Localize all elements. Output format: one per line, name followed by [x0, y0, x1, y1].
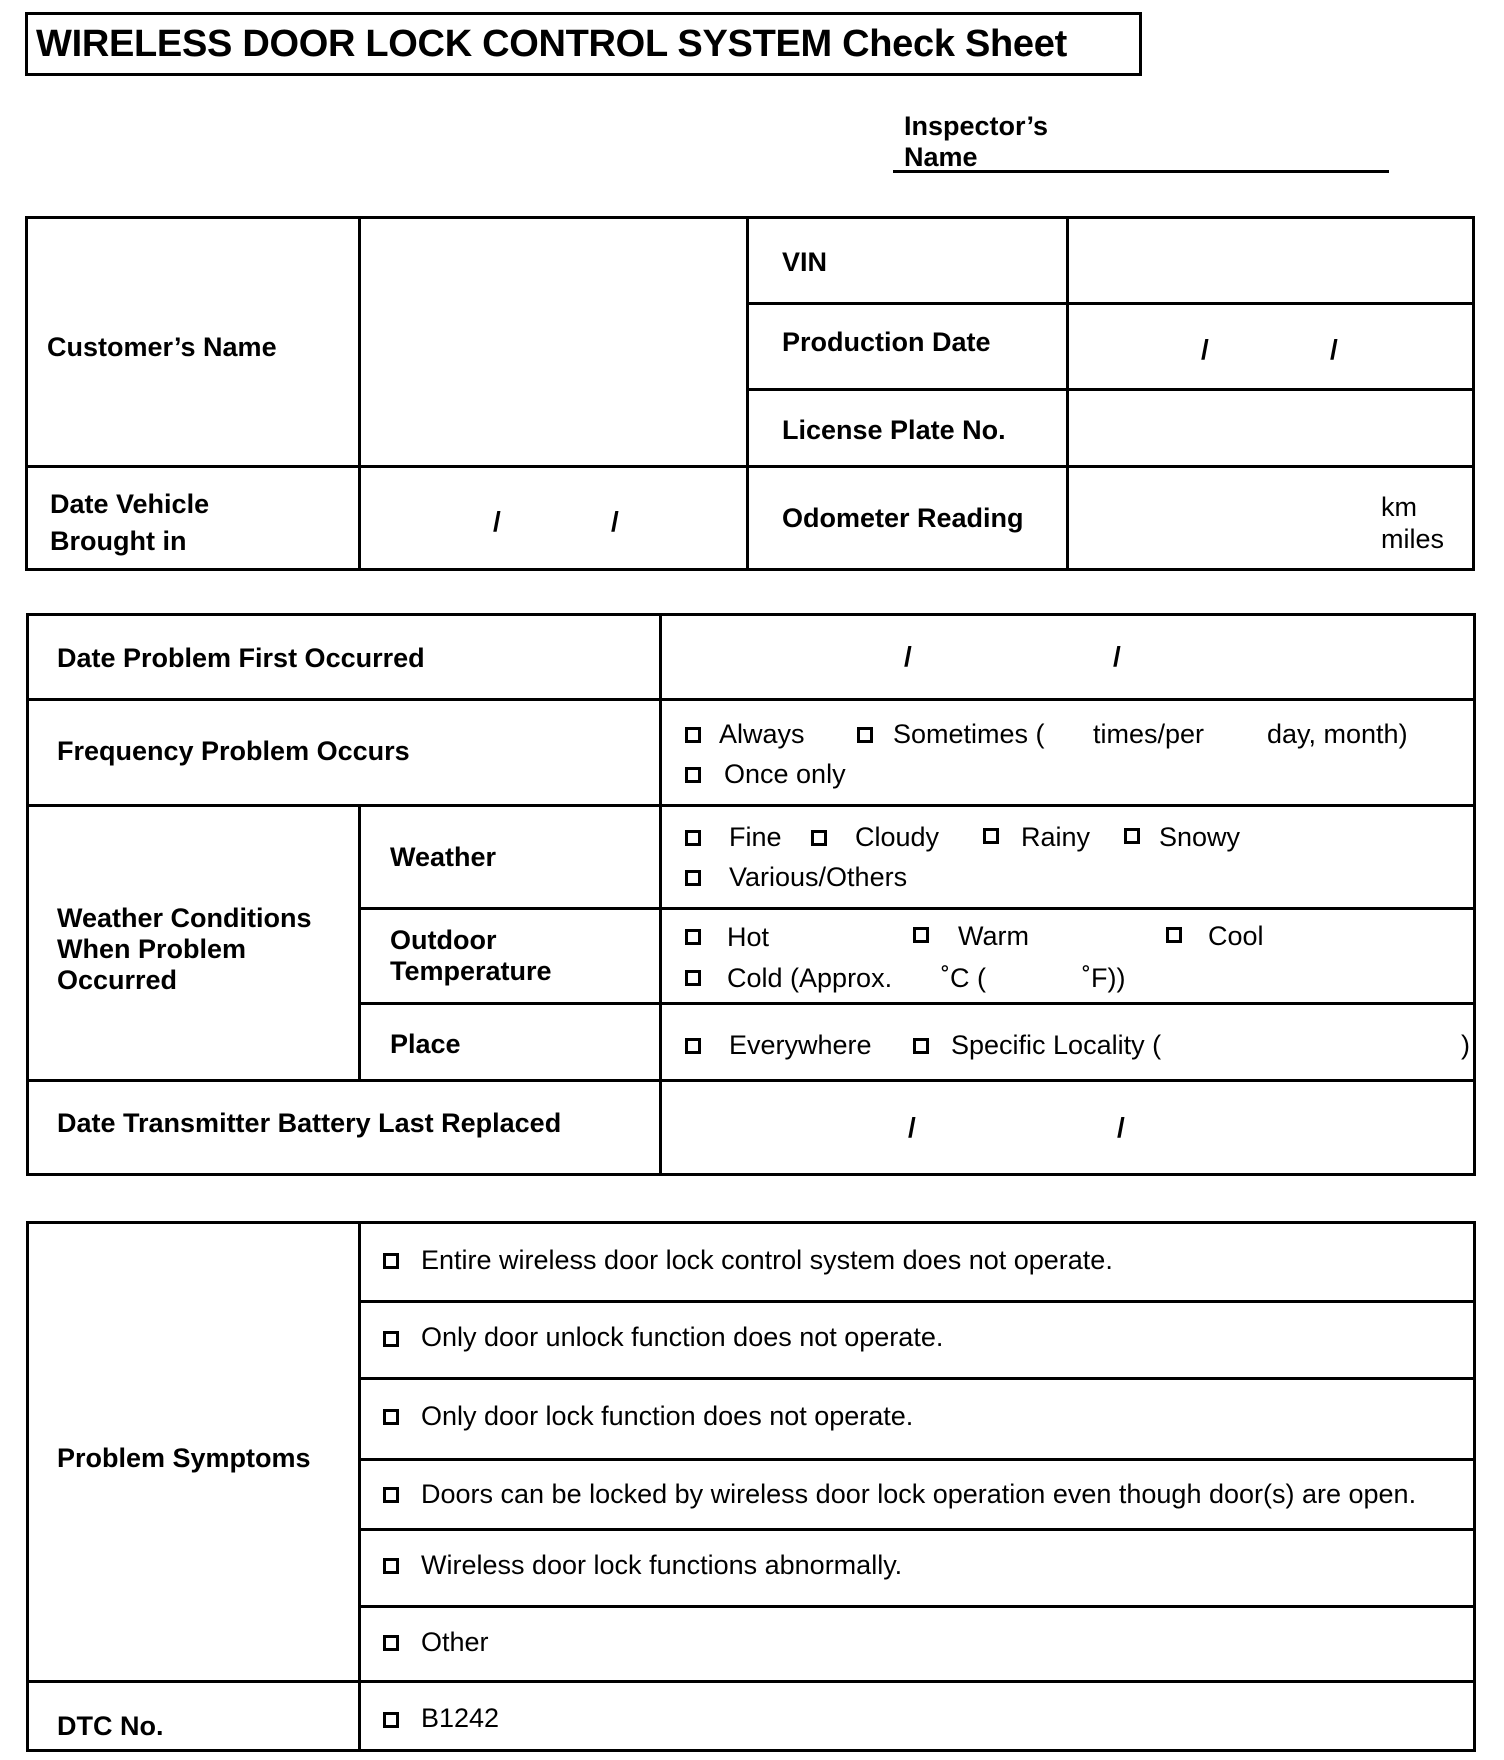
temp-cold-label: Cold (Approx. — [727, 963, 893, 993]
symptom-checkbox[interactable] — [383, 1331, 399, 1347]
battery-replaced-label: Date Transmitter Battery Last Replaced — [57, 1108, 562, 1138]
date-separator: / — [908, 1112, 916, 1143]
symptom-checkbox[interactable] — [383, 1487, 399, 1503]
vin-label: VIN — [782, 247, 828, 277]
symptom-item: Doors can be locked by wireless door lock operation even though door(s) are open. — [421, 1479, 1417, 1509]
freq-always-checkbox[interactable] — [685, 727, 701, 743]
weather-rainy-checkbox[interactable] — [983, 828, 999, 844]
freq-times-per: times/per — [1093, 719, 1205, 749]
date-separator: / — [1113, 641, 1121, 672]
weather-rainy-label: Rainy — [1021, 822, 1091, 852]
km-unit: km — [1381, 492, 1417, 522]
date-separator: / — [1330, 334, 1338, 365]
weather-conditions-label: Weather Conditions When Problem Occurred — [57, 903, 312, 995]
weather-snowy-checkbox[interactable] — [1124, 828, 1140, 844]
weather-label: Weather — [390, 842, 497, 872]
place-specific-checkbox[interactable] — [913, 1038, 929, 1054]
weather-various-label: Various/Others — [729, 862, 908, 892]
freq-once-checkbox[interactable] — [685, 767, 701, 783]
frequency-label: Frequency Problem Occurs — [57, 736, 410, 766]
freq-once-label: Once only — [724, 759, 846, 789]
place-label: Place — [390, 1029, 461, 1059]
symptom-checkbox[interactable] — [383, 1253, 399, 1269]
freq-unit: day, month) — [1267, 719, 1408, 749]
dtc-checkbox[interactable] — [383, 1712, 399, 1728]
page-title: WIRELESS DOOR LOCK CONTROL SYSTEM Check Sheet — [25, 12, 1142, 76]
miles-unit: miles — [1381, 524, 1445, 554]
symptom-item: Other — [421, 1627, 489, 1657]
place-specific-label: Specific Locality ( — [951, 1030, 1162, 1060]
place-everywhere-checkbox[interactable] — [685, 1038, 701, 1054]
dtc-label: DTC No. — [57, 1711, 164, 1741]
symptom-checkbox[interactable] — [383, 1558, 399, 1574]
temp-hot-checkbox[interactable] — [685, 929, 701, 945]
freq-sometimes-label: Sometimes ( — [893, 719, 1045, 749]
symptom-item: Only door lock function does not operate. — [421, 1401, 914, 1431]
temp-warm-checkbox[interactable] — [913, 927, 929, 943]
weather-cloudy-checkbox[interactable] — [811, 830, 827, 846]
weather-cloudy-label: Cloudy — [855, 822, 940, 852]
symptom-checkbox[interactable] — [383, 1635, 399, 1651]
date-brought-in-label: Date Vehicle Brought in — [50, 489, 210, 556]
freq-always-label: Always — [719, 719, 805, 749]
symptom-item: Entire wireless door lock control system does not operate. — [421, 1245, 1113, 1275]
date-separator: / — [493, 506, 501, 537]
place-close-paren: ) — [1461, 1030, 1470, 1060]
outdoor-temperature-label: Outdoor Temperature — [390, 925, 552, 986]
license-plate-label: License Plate No. — [782, 415, 1006, 445]
temp-cool-label: Cool — [1208, 921, 1264, 951]
weather-fine-label: Fine — [729, 822, 782, 852]
temp-hot-label: Hot — [727, 922, 770, 952]
temp-warm-label: Warm — [958, 921, 1029, 951]
weather-fine-checkbox[interactable] — [685, 830, 701, 846]
date-separator: / — [611, 506, 619, 537]
date-separator: / — [1117, 1112, 1125, 1143]
place-everywhere-label: Everywhere — [729, 1030, 872, 1060]
temp-cold-checkbox[interactable] — [685, 970, 701, 986]
vehicle-info-table — [25, 216, 1475, 571]
date-separator: / — [904, 641, 912, 672]
dtc-value: B1242 — [421, 1703, 500, 1733]
symptom-checkbox[interactable] — [383, 1409, 399, 1425]
symptom-item: Only door unlock function does not operate. — [421, 1322, 944, 1352]
temp-cool-checkbox[interactable] — [1166, 927, 1182, 943]
temp-celsius-unit: ˚C ( — [941, 963, 986, 993]
date-separator: / — [1201, 334, 1209, 365]
weather-snowy-label: Snowy — [1159, 822, 1241, 852]
temp-fahrenheit-unit: ˚F)) — [1082, 963, 1126, 993]
freq-sometimes-checkbox[interactable] — [857, 727, 873, 743]
odometer-label: Odometer Reading — [782, 503, 1024, 533]
symptom-item: Wireless door lock functions abnormally. — [421, 1550, 903, 1580]
problem-symptoms-label: Problem Symptoms — [57, 1443, 311, 1473]
date-first-occurred-label: Date Problem First Occurred — [57, 643, 425, 673]
customer-name-label: Customer’s Name — [47, 332, 277, 362]
inspector-name-label: Inspector’s Name — [904, 111, 1049, 172]
production-date-label: Production Date — [782, 327, 991, 357]
inspector-name-field[interactable] — [893, 170, 1389, 173]
weather-various-checkbox[interactable] — [685, 870, 701, 886]
